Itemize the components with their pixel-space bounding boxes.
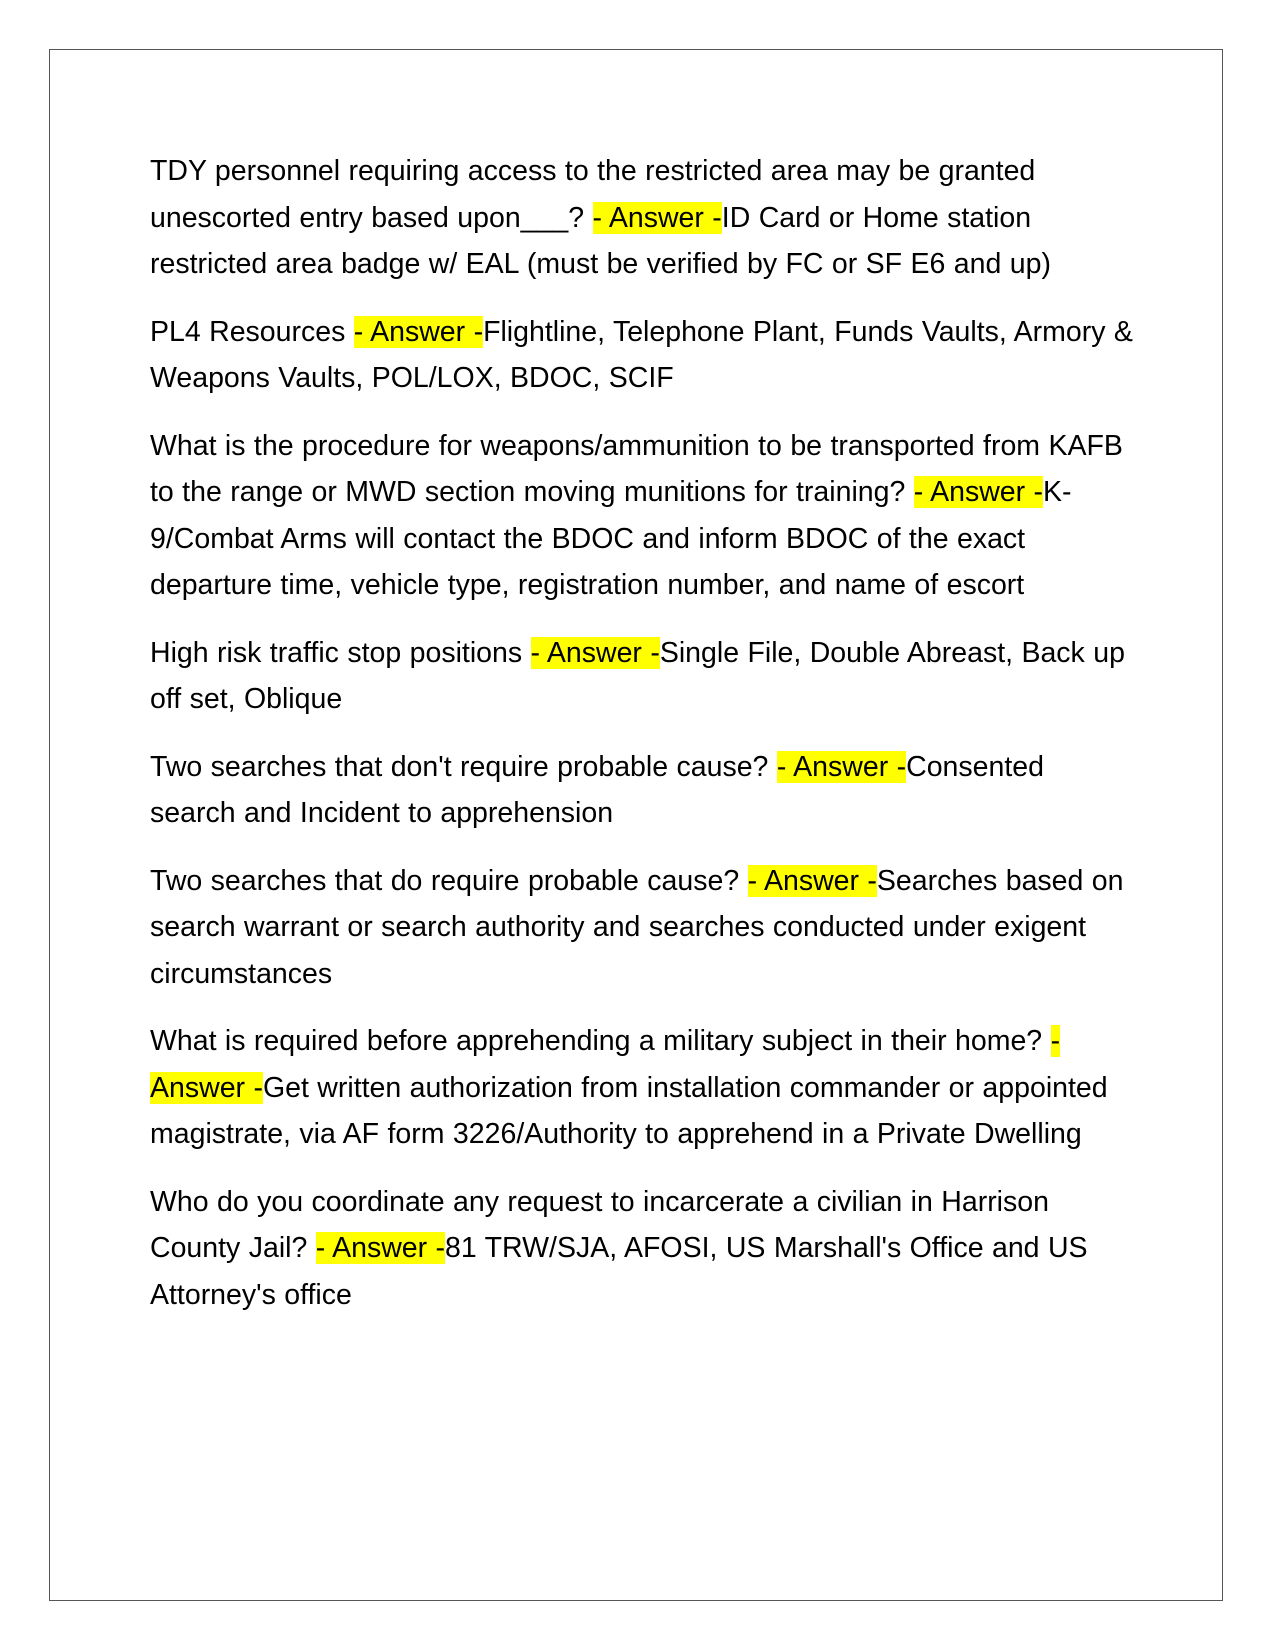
answer-text: Get written authorization from installation commander or appointed magistrate, via AF form 3226/Authority to apprehend in a Private Dwelling <box>150 1071 1108 1150</box>
answer-text: 81 TRW/SJA, AFOSI, US Marshall's Office and US Attorney's office <box>150 1232 1088 1311</box>
answer-marker: - Answer - <box>530 636 660 669</box>
question-text: High risk traffic stop positions <box>150 636 531 669</box>
qa-item-probable-cause <box>150 858 1135 998</box>
answer-marker: - Answer - <box>315 1232 446 1264</box>
question-text: TDY personnel requiring access to the restricted area may be granted unescorted entry based upon___? <box>150 155 1036 234</box>
qa-item-incarceration <box>150 1179 1135 1319</box>
answer-text: Flightline, Telephone Plant, Funds Vaults, Armory & Weapons Vaults, POL/LOX, BDOC, SCIF <box>150 315 1133 394</box>
answer-marker: - Answer - <box>150 1025 1061 1104</box>
qa-item-no-probable-cause <box>150 744 1135 837</box>
question-text: What is the procedure for weapons/ammunition to be transported from KAFB to the range or MWD section moving munitions for training? <box>150 429 1123 508</box>
answer-marker: - Answer - <box>592 201 722 234</box>
qa-item-weapons-transport <box>150 423 1135 609</box>
question-text: PL4 Resources <box>150 315 354 348</box>
qa-item-traffic-stop <box>150 630 1135 723</box>
answer-text: K-9/Combat Arms will contact the BDOC and inform BDOC of the exact departure time, vehicle type, registration number, and name of escort <box>150 476 1072 601</box>
answer-text: Searches based on search warrant or search authority and searches conducted under exigent circumstances <box>150 864 1124 990</box>
answer-text: ID Card or Home station restricted area badge w/ EAL (must be verified by FC or SF E6 and up) <box>150 201 1051 280</box>
question-text: What is required before apprehending a military subject in their home? <box>150 1025 1051 1057</box>
answer-marker: - Answer - <box>913 476 1044 508</box>
answer-marker: - Answer - <box>747 864 877 897</box>
question-text: Who do you coordinate any request to incarcerate a civilian in Harrison County Jail? <box>150 1185 1049 1264</box>
qa-item-pl4-resources <box>150 309 1135 402</box>
question-text: Two searches that don't require probable cause? <box>150 750 777 783</box>
answer-marker: - Answer - <box>776 750 907 783</box>
qa-item-tdy-access <box>150 148 1135 288</box>
answer-text: Consented search and Incident to apprehension <box>150 750 1044 829</box>
qa-item-home-apprehension <box>150 1018 1135 1158</box>
answer-marker: - Answer - <box>353 315 484 348</box>
question-text: Two searches that do require probable cause? <box>150 864 748 897</box>
document-body <box>150 148 1135 1339</box>
answer-text: Single File, Double Abreast, Back up off set, Oblique <box>150 636 1125 715</box>
